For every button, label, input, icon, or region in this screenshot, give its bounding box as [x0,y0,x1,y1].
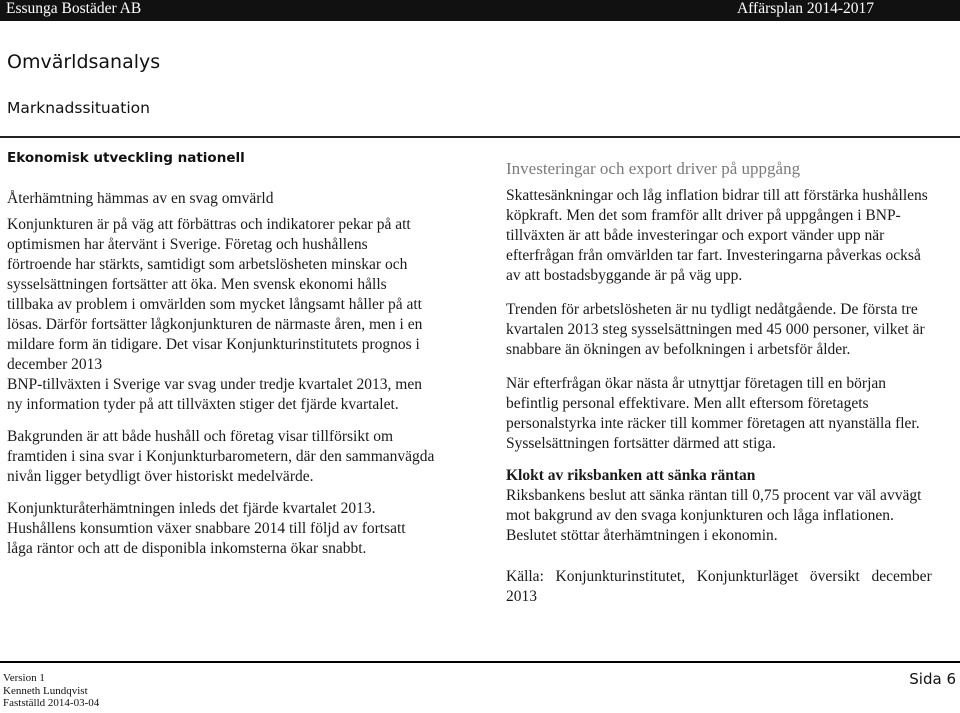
text-line: köpkraft. Men det som framför allt driver på uppgången i BNP- [506,207,901,224]
text-line: Sysselsättningen fortsätter därmed att stiga. [506,435,776,452]
text-line: Riksbankens beslut att sänka räntan till 0,75 procent var väl avvägt [506,487,922,504]
text-line: Beslutet stöttar återhämtningen i ekonomin. [506,527,778,544]
text-line: förtroende har stärkts, samtidigt som arbetslösheten minskar och [7,256,408,273]
text-line: befintlig personal effektivare. Men allt eftersom företagets [506,395,869,412]
page-number: Sida 6 [909,670,956,688]
text-line: december 2013 [7,356,103,373]
text-line: sysselsättningen fortsätter att öka. Men svensk ekonomi hålls [7,276,387,293]
text-line: kvartalen 2013 steg sysselsättningen med 45 000 personer, vilket är [506,321,925,338]
text-line: Bakgrunden är att både hushåll och företag visar tillförsikt om [7,428,394,445]
text-line: ny information tyder på att tillväxten stiger det fjärde kvartalet. [7,396,399,413]
text-line: efterfrågan från omvärlden tar fart. Investeringarna påverkas också [506,247,921,264]
text-line: mot bakgrund av den svaga konjunkturen och låga inflationen. [506,507,894,524]
right-column-heading: Investeringar och export driver på uppgång [506,159,801,178]
right-column [506,186,932,607]
source-line: 2013 [506,588,537,605]
title-divider [0,136,960,138]
text-line: nivån ligger betydligt över historiskt medelvärde. [7,468,314,485]
header-plan-title: Affärsplan 2014-2017 [736,0,874,17]
text-line: BNP-tillväxten i Sverige var svag under tredje kvartalet 2013, men [7,376,422,393]
text-line: lösas. Därför fortsätter lågkonjunkturen de närmaste åren, men i en [7,316,423,333]
footer-divider [0,661,960,663]
text-line: Konjunkturåterhämtningen inleds det fjärde kvartalet 2013. [7,500,376,517]
paragraph-heading: Återhämtning hämmas av en svag omvärld [7,190,274,207]
text-line: framtiden i sina svar i Konjunkturbarometern, där den sammanvägda [7,448,435,465]
text-line: När efterfrågan ökar nästa år utnyttjar företagen till en början [506,375,886,392]
text-line: snabbare än ökningen av befolkningen i arbetsför ålder. [506,341,851,358]
text-line: av att bostadsbyggande är på väg upp. [506,267,743,284]
left-column [7,189,434,559]
text-line: mildare form än tidigare. Det visar Konjunkturinstitutets prognos i [7,336,420,353]
text-line: optimismen har återvänt i Sverige. Företag och hushållens [7,236,368,253]
source-line: Källa: Konjunkturinstitutet, Konjunkturläget översikt december [506,568,932,585]
page-subtitle: Marknadssituation [7,99,150,117]
text-line: personalstyrka inte räcker till kommer företagen att nyanställa fler. [506,415,920,432]
text-line: Hushållens konsumtion växer snabbare 2014 till följd av fortsatt [7,520,406,537]
bold-heading: Klokt av riksbanken att sänka räntan [506,467,756,484]
text-line: Skattesänkningar och låg inflation bidrar till att förstärka hushållens [506,187,928,204]
text-line: tillväxten är att både investeringar och export vänder upp när [506,227,885,244]
footer-info [3,672,99,710]
text-line: Konjunkturen är på väg att förbättras och indikatorer pekar på att [7,216,411,233]
footer-date: Fastställd 2014-03-04 [3,697,100,709]
text-line: tillbaka av problem i omvärlden som mycket långsamt håller på att [7,296,422,313]
footer-author: Kenneth Lundqvist [3,684,88,697]
page-title: Omvärldsanalys [7,51,161,73]
text-line: Trenden för arbetslösheten är nu tydligt nedåtgående. De första tre [506,301,918,318]
header-company: Essunga Bostäder AB [6,0,142,17]
text-line: låga räntor och att de disponibla inkomsterna ökar snabbt. [7,540,367,557]
section-heading: Ekonomisk utveckling nationell [7,150,245,166]
footer-version: Version 1 [3,672,45,684]
